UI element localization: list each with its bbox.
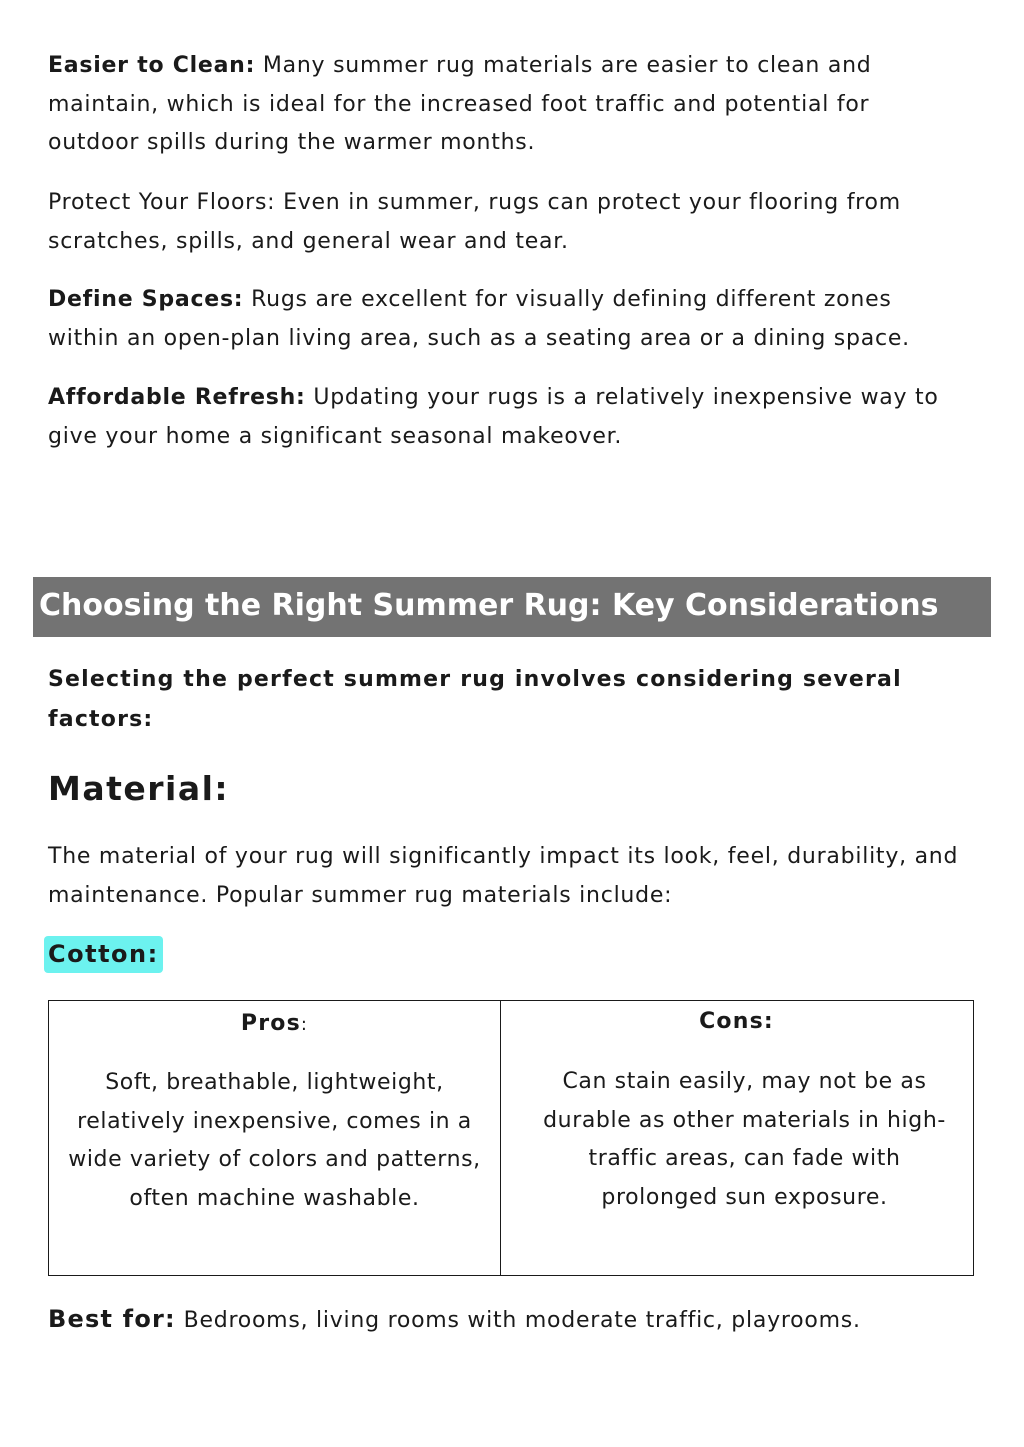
protect-floors-paragraph: Protect Your Floors: Even in summer, rugs can protect your flooring from scratches, spills, and general wear and tear. bbox=[48, 190, 901, 254]
define-spaces-label: Define Spaces: bbox=[48, 287, 244, 312]
best-for-text: Bedrooms, living rooms with moderate traffic, playrooms. bbox=[175, 1308, 861, 1333]
section-banner bbox=[33, 577, 991, 637]
pros-colon: : bbox=[300, 1014, 309, 1035]
pros-header bbox=[49, 1009, 500, 1040]
best-for-paragraph bbox=[48, 1300, 968, 1341]
material-description: The material of your rug will significantly impact its look, feel, durability, and maintenance. Popular summer rug materials include: bbox=[48, 844, 959, 908]
cotton-label-highlight: Cotton: bbox=[44, 936, 163, 973]
section-intro: Selecting the perfect summer rug involves considering several factors: bbox=[48, 667, 902, 732]
easier-to-clean-label: Easier to Clean: bbox=[48, 53, 256, 78]
cons-text: Can stain easily, may not be as durable as other materials in high-traffic areas, can fade with prolonged sun exposure. bbox=[543, 1069, 946, 1210]
easier-to-clean-text: Many summer rug materials are easier to clean and maintain, which is ideal for the increased foot traffic and potential for outdoor spills during the warmer months. bbox=[48, 53, 872, 155]
pros-column bbox=[49, 1001, 501, 1275]
affordable-refresh-paragraph bbox=[48, 379, 968, 456]
best-for-label: Best for: bbox=[48, 1305, 176, 1333]
pros-text: Soft, breathable, lightweight, relatively inexpensive, comes in a wide variety of colors and patterns, often machine washable. bbox=[68, 1070, 481, 1211]
cons-column bbox=[501, 1001, 972, 1275]
easier-to-clean-paragraph bbox=[48, 47, 968, 163]
define-spaces-text: Rugs are excellent for visually defining different zones within an open-plan living area, such as a seating area or a dining space. bbox=[48, 287, 910, 351]
section-title: Choosing the Right Summer Rug: Key Considerations bbox=[39, 588, 939, 623]
pros-title: Pros bbox=[240, 1011, 301, 1036]
define-spaces-paragraph bbox=[48, 281, 968, 358]
pros-cons-table bbox=[48, 1000, 974, 1276]
affordable-refresh-label: Affordable Refresh: bbox=[48, 385, 306, 410]
affordable-refresh-text: Updating your rugs is a relatively inexpensive way to give your home a significant seasonal makeover. bbox=[48, 385, 939, 449]
material-heading: Material: bbox=[48, 769, 230, 808]
cons-header: Cons: bbox=[699, 1009, 774, 1034]
